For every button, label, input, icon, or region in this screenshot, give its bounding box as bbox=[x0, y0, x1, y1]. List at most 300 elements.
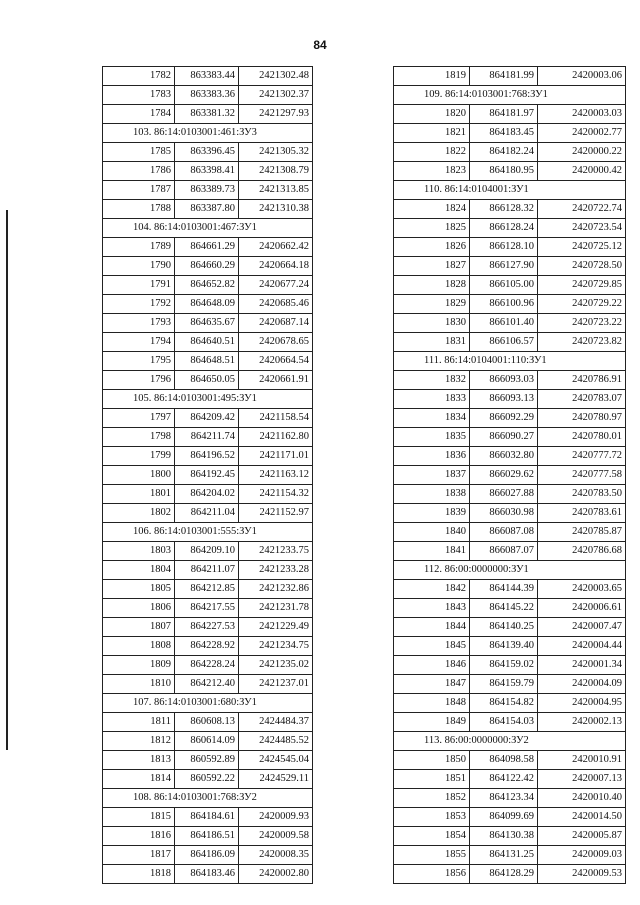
x-coordinate: 864139.40 bbox=[470, 637, 538, 656]
coordinate-row bbox=[103, 637, 313, 656]
x-coordinate: 866093.13 bbox=[470, 390, 538, 409]
point-number: 1844 bbox=[394, 618, 470, 637]
x-coordinate: 864640.51 bbox=[175, 333, 239, 352]
coordinate-row bbox=[394, 789, 626, 808]
y-coordinate: 2420010.40 bbox=[538, 789, 626, 808]
plot-header-row bbox=[103, 694, 313, 713]
point-number: 1838 bbox=[394, 485, 470, 504]
point-number: 1849 bbox=[394, 713, 470, 732]
coordinate-row bbox=[103, 143, 313, 162]
coordinate-row bbox=[394, 675, 626, 694]
point-number: 1809 bbox=[103, 656, 175, 675]
point-number: 1820 bbox=[394, 105, 470, 124]
y-coordinate: 2420661.91 bbox=[239, 371, 313, 390]
y-coordinate: 2421234.75 bbox=[239, 637, 313, 656]
y-coordinate: 2420678.65 bbox=[239, 333, 313, 352]
coordinate-row bbox=[394, 124, 626, 143]
point-number: 1789 bbox=[103, 238, 175, 257]
x-coordinate: 864648.09 bbox=[175, 295, 239, 314]
y-coordinate: 2421235.02 bbox=[239, 656, 313, 675]
plot-cadastral-label: 105. 86:14:0103001:495:ЗУ1 bbox=[103, 390, 313, 409]
x-coordinate: 866029.62 bbox=[470, 466, 538, 485]
plot-header-row bbox=[103, 523, 313, 542]
y-coordinate: 2420783.07 bbox=[538, 390, 626, 409]
coordinate-row bbox=[103, 428, 313, 447]
x-coordinate: 860592.22 bbox=[175, 770, 239, 789]
coordinate-row bbox=[394, 618, 626, 637]
coordinate-row bbox=[103, 105, 313, 124]
coordinate-row bbox=[394, 105, 626, 124]
point-number: 1815 bbox=[103, 808, 175, 827]
point-number: 1855 bbox=[394, 846, 470, 865]
coordinate-row bbox=[103, 656, 313, 675]
x-coordinate: 864099.69 bbox=[470, 808, 538, 827]
point-number: 1795 bbox=[103, 352, 175, 371]
point-number: 1816 bbox=[103, 827, 175, 846]
point-number: 1794 bbox=[103, 333, 175, 352]
x-coordinate: 864123.34 bbox=[470, 789, 538, 808]
point-number: 1787 bbox=[103, 181, 175, 200]
plot-header-row bbox=[394, 352, 626, 371]
y-coordinate: 2421233.28 bbox=[239, 561, 313, 580]
x-coordinate: 864652.82 bbox=[175, 276, 239, 295]
x-coordinate: 866100.96 bbox=[470, 295, 538, 314]
y-coordinate: 2421305.32 bbox=[239, 143, 313, 162]
x-coordinate: 864228.24 bbox=[175, 656, 239, 675]
y-coordinate: 2420004.95 bbox=[538, 694, 626, 713]
plot-header-row bbox=[103, 789, 313, 808]
y-coordinate: 2420729.85 bbox=[538, 276, 626, 295]
x-coordinate: 864181.99 bbox=[470, 67, 538, 86]
coordinate-row bbox=[103, 181, 313, 200]
y-coordinate: 2420014.50 bbox=[538, 808, 626, 827]
coordinates-table-right bbox=[393, 66, 626, 884]
y-coordinate: 2420662.42 bbox=[239, 238, 313, 257]
x-coordinate: 863389.73 bbox=[175, 181, 239, 200]
y-coordinate: 2420723.54 bbox=[538, 219, 626, 238]
point-number: 1811 bbox=[103, 713, 175, 732]
point-number: 1843 bbox=[394, 599, 470, 618]
point-number: 1783 bbox=[103, 86, 175, 105]
y-coordinate: 2421302.48 bbox=[239, 67, 313, 86]
x-coordinate: 864209.10 bbox=[175, 542, 239, 561]
y-coordinate: 2421163.12 bbox=[239, 466, 313, 485]
x-coordinate: 864122.42 bbox=[470, 770, 538, 789]
x-coordinate: 866128.24 bbox=[470, 219, 538, 238]
coordinate-row bbox=[394, 846, 626, 865]
y-coordinate: 2421233.75 bbox=[239, 542, 313, 561]
coordinate-row bbox=[394, 67, 626, 86]
coordinate-row bbox=[394, 162, 626, 181]
y-coordinate: 2420008.35 bbox=[239, 846, 313, 865]
x-coordinate: 866128.32 bbox=[470, 200, 538, 219]
coordinate-row bbox=[103, 333, 313, 352]
coordinate-row bbox=[103, 86, 313, 105]
x-coordinate: 860592.89 bbox=[175, 751, 239, 770]
y-coordinate: 2420002.80 bbox=[239, 865, 313, 884]
coordinate-row bbox=[394, 542, 626, 561]
coordinate-row bbox=[394, 694, 626, 713]
x-coordinate: 866087.07 bbox=[470, 542, 538, 561]
y-coordinate: 2420786.91 bbox=[538, 371, 626, 390]
plot-header-row bbox=[394, 86, 626, 105]
point-number: 1836 bbox=[394, 447, 470, 466]
x-coordinate: 864660.29 bbox=[175, 257, 239, 276]
y-coordinate: 2420786.68 bbox=[538, 542, 626, 561]
plot-cadastral-label: 107. 86:14:0103001:680:ЗУ1 bbox=[103, 694, 313, 713]
coordinate-row bbox=[394, 599, 626, 618]
x-coordinate: 863383.36 bbox=[175, 86, 239, 105]
coordinate-row bbox=[103, 618, 313, 637]
x-coordinate: 866027.88 bbox=[470, 485, 538, 504]
plot-cadastral-label: 112. 86:00:0000000:ЗУ1 bbox=[394, 561, 626, 580]
point-number: 1837 bbox=[394, 466, 470, 485]
coordinate-row bbox=[394, 808, 626, 827]
plot-header-row bbox=[394, 561, 626, 580]
y-coordinate: 2420004.44 bbox=[538, 637, 626, 656]
plot-cadastral-label: 113. 86:00:0000000:ЗУ2 bbox=[394, 732, 626, 751]
coordinate-row bbox=[394, 713, 626, 732]
coordinate-row bbox=[103, 846, 313, 865]
x-coordinate: 864211.04 bbox=[175, 504, 239, 523]
y-coordinate: 2420006.61 bbox=[538, 599, 626, 618]
point-number: 1798 bbox=[103, 428, 175, 447]
point-number: 1805 bbox=[103, 580, 175, 599]
x-coordinate: 864128.29 bbox=[470, 865, 538, 884]
x-coordinate: 866090.27 bbox=[470, 428, 538, 447]
point-number: 1848 bbox=[394, 694, 470, 713]
x-coordinate: 864145.22 bbox=[470, 599, 538, 618]
point-number: 1831 bbox=[394, 333, 470, 352]
point-number: 1830 bbox=[394, 314, 470, 333]
x-coordinate: 863387.80 bbox=[175, 200, 239, 219]
y-coordinate: 2420723.82 bbox=[538, 333, 626, 352]
coordinate-row bbox=[103, 827, 313, 846]
point-number: 1807 bbox=[103, 618, 175, 637]
x-coordinate: 866093.03 bbox=[470, 371, 538, 390]
x-coordinate: 860614.09 bbox=[175, 732, 239, 751]
point-number: 1790 bbox=[103, 257, 175, 276]
x-coordinate: 864211.74 bbox=[175, 428, 239, 447]
y-coordinate: 2421171.01 bbox=[239, 447, 313, 466]
x-coordinate: 866101.40 bbox=[470, 314, 538, 333]
point-number: 1845 bbox=[394, 637, 470, 656]
y-coordinate: 2421162.80 bbox=[239, 428, 313, 447]
y-coordinate: 2420007.47 bbox=[538, 618, 626, 637]
coordinate-row bbox=[394, 200, 626, 219]
y-coordinate: 2421232.86 bbox=[239, 580, 313, 599]
coordinate-row bbox=[394, 827, 626, 846]
y-coordinate: 2421310.38 bbox=[239, 200, 313, 219]
left-table-body bbox=[103, 67, 313, 884]
x-coordinate: 866128.10 bbox=[470, 238, 538, 257]
coordinate-row bbox=[394, 238, 626, 257]
y-coordinate: 2420729.22 bbox=[538, 295, 626, 314]
point-number: 1823 bbox=[394, 162, 470, 181]
plot-cadastral-label: 109. 86:14:0103001:768:ЗУ1 bbox=[394, 86, 626, 105]
y-coordinate: 2420783.61 bbox=[538, 504, 626, 523]
coordinate-row bbox=[103, 561, 313, 580]
point-number: 1824 bbox=[394, 200, 470, 219]
point-number: 1842 bbox=[394, 580, 470, 599]
point-number: 1793 bbox=[103, 314, 175, 333]
x-coordinate: 864192.45 bbox=[175, 466, 239, 485]
y-coordinate: 2420785.87 bbox=[538, 523, 626, 542]
y-coordinate: 2420728.50 bbox=[538, 257, 626, 276]
coordinate-row bbox=[103, 675, 313, 694]
point-number: 1817 bbox=[103, 846, 175, 865]
y-coordinate: 2420005.87 bbox=[538, 827, 626, 846]
coordinate-row bbox=[103, 466, 313, 485]
coordinate-row bbox=[394, 219, 626, 238]
point-number: 1803 bbox=[103, 542, 175, 561]
x-coordinate: 864661.29 bbox=[175, 238, 239, 257]
x-coordinate: 864183.45 bbox=[470, 124, 538, 143]
plot-cadastral-label: 103. 86:14:0103001:461:ЗУ3 bbox=[103, 124, 313, 143]
coordinate-row bbox=[103, 295, 313, 314]
x-coordinate: 864196.52 bbox=[175, 447, 239, 466]
x-coordinate: 864227.53 bbox=[175, 618, 239, 637]
x-coordinate: 864183.46 bbox=[175, 865, 239, 884]
plot-header-row bbox=[103, 390, 313, 409]
y-coordinate: 2420009.93 bbox=[239, 808, 313, 827]
point-number: 1813 bbox=[103, 751, 175, 770]
point-number: 1802 bbox=[103, 504, 175, 523]
y-coordinate: 2420677.24 bbox=[239, 276, 313, 295]
point-number: 1832 bbox=[394, 371, 470, 390]
point-number: 1812 bbox=[103, 732, 175, 751]
point-number: 1821 bbox=[394, 124, 470, 143]
x-coordinate: 866127.90 bbox=[470, 257, 538, 276]
point-number: 1822 bbox=[394, 143, 470, 162]
y-coordinate: 2421154.32 bbox=[239, 485, 313, 504]
coordinate-row bbox=[394, 865, 626, 884]
coordinate-row bbox=[103, 447, 313, 466]
y-coordinate: 2420002.77 bbox=[538, 124, 626, 143]
page-number: 84 bbox=[313, 38, 327, 52]
point-number: 1788 bbox=[103, 200, 175, 219]
point-number: 1829 bbox=[394, 295, 470, 314]
coordinate-row bbox=[103, 599, 313, 618]
y-coordinate: 2420009.58 bbox=[239, 827, 313, 846]
coordinate-row bbox=[394, 409, 626, 428]
x-coordinate: 864212.85 bbox=[175, 580, 239, 599]
y-coordinate: 2420777.72 bbox=[538, 447, 626, 466]
y-coordinate: 2420722.74 bbox=[538, 200, 626, 219]
point-number: 1833 bbox=[394, 390, 470, 409]
coordinate-row bbox=[394, 295, 626, 314]
y-coordinate: 2421152.97 bbox=[239, 504, 313, 523]
y-coordinate: 2420004.09 bbox=[538, 675, 626, 694]
x-coordinate: 864131.25 bbox=[470, 846, 538, 865]
point-number: 1804 bbox=[103, 561, 175, 580]
x-coordinate: 866032.80 bbox=[470, 447, 538, 466]
coordinate-row bbox=[103, 485, 313, 504]
point-number: 1854 bbox=[394, 827, 470, 846]
y-coordinate: 2420007.13 bbox=[538, 770, 626, 789]
x-coordinate: 864159.79 bbox=[470, 675, 538, 694]
y-coordinate: 2420000.42 bbox=[538, 162, 626, 181]
x-coordinate: 864181.97 bbox=[470, 105, 538, 124]
plot-header-row bbox=[103, 219, 313, 238]
y-coordinate: 2420003.06 bbox=[538, 67, 626, 86]
x-coordinate: 864217.55 bbox=[175, 599, 239, 618]
coordinate-row bbox=[103, 162, 313, 181]
x-coordinate: 864650.05 bbox=[175, 371, 239, 390]
coordinate-row bbox=[394, 143, 626, 162]
plot-header-row bbox=[103, 124, 313, 143]
y-coordinate: 2421229.49 bbox=[239, 618, 313, 637]
point-number: 1814 bbox=[103, 770, 175, 789]
x-coordinate: 864186.51 bbox=[175, 827, 239, 846]
x-coordinate: 864212.40 bbox=[175, 675, 239, 694]
x-coordinate: 866087.08 bbox=[470, 523, 538, 542]
coordinate-row bbox=[103, 314, 313, 333]
y-coordinate: 2420687.14 bbox=[239, 314, 313, 333]
y-coordinate: 2420664.18 bbox=[239, 257, 313, 276]
coordinate-row bbox=[103, 238, 313, 257]
point-number: 1852 bbox=[394, 789, 470, 808]
x-coordinate: 863381.32 bbox=[175, 105, 239, 124]
x-coordinate: 864130.38 bbox=[470, 827, 538, 846]
x-coordinate: 864204.02 bbox=[175, 485, 239, 504]
coordinate-row bbox=[103, 751, 313, 770]
coordinate-row bbox=[394, 637, 626, 656]
y-coordinate: 2421308.79 bbox=[239, 162, 313, 181]
point-number: 1835 bbox=[394, 428, 470, 447]
x-coordinate: 864140.25 bbox=[470, 618, 538, 637]
coordinate-row bbox=[394, 276, 626, 295]
x-coordinate: 864144.39 bbox=[470, 580, 538, 599]
point-number: 1818 bbox=[103, 865, 175, 884]
y-coordinate: 2420009.53 bbox=[538, 865, 626, 884]
y-coordinate: 2421158.54 bbox=[239, 409, 313, 428]
point-number: 1785 bbox=[103, 143, 175, 162]
point-number: 1819 bbox=[394, 67, 470, 86]
coordinate-row bbox=[103, 276, 313, 295]
coordinate-row bbox=[103, 770, 313, 789]
y-coordinate: 2420002.13 bbox=[538, 713, 626, 732]
x-coordinate: 864159.02 bbox=[470, 656, 538, 675]
coordinate-row bbox=[103, 200, 313, 219]
point-number: 1796 bbox=[103, 371, 175, 390]
y-coordinate: 2420010.91 bbox=[538, 751, 626, 770]
y-coordinate: 2421313.85 bbox=[239, 181, 313, 200]
y-coordinate: 2424529.11 bbox=[239, 770, 313, 789]
point-number: 1799 bbox=[103, 447, 175, 466]
coordinate-row bbox=[103, 713, 313, 732]
x-coordinate: 864211.07 bbox=[175, 561, 239, 580]
plot-cadastral-label: 106. 86:14:0103001:555:ЗУ1 bbox=[103, 523, 313, 542]
x-coordinate: 864154.03 bbox=[470, 713, 538, 732]
y-coordinate: 2420685.46 bbox=[239, 295, 313, 314]
coordinate-row bbox=[103, 542, 313, 561]
point-number: 1851 bbox=[394, 770, 470, 789]
coordinate-row bbox=[394, 656, 626, 675]
coordinate-row bbox=[394, 751, 626, 770]
y-coordinate: 2424484.37 bbox=[239, 713, 313, 732]
y-coordinate: 2420780.01 bbox=[538, 428, 626, 447]
point-number: 1850 bbox=[394, 751, 470, 770]
coordinate-row bbox=[394, 371, 626, 390]
point-number: 1856 bbox=[394, 865, 470, 884]
coordinate-row bbox=[103, 732, 313, 751]
point-number: 1847 bbox=[394, 675, 470, 694]
x-coordinate: 864184.61 bbox=[175, 808, 239, 827]
x-coordinate: 864182.24 bbox=[470, 143, 538, 162]
point-number: 1800 bbox=[103, 466, 175, 485]
y-coordinate: 2420000.22 bbox=[538, 143, 626, 162]
x-coordinate: 866092.29 bbox=[470, 409, 538, 428]
coordinate-row bbox=[103, 504, 313, 523]
point-number: 1792 bbox=[103, 295, 175, 314]
y-coordinate: 2424545.04 bbox=[239, 751, 313, 770]
coordinate-row bbox=[394, 390, 626, 409]
point-number: 1828 bbox=[394, 276, 470, 295]
plot-cadastral-label: 111. 86:14:0104001:110:ЗУ1 bbox=[394, 352, 626, 371]
coordinate-row bbox=[394, 523, 626, 542]
point-number: 1806 bbox=[103, 599, 175, 618]
coordinate-row bbox=[103, 808, 313, 827]
x-coordinate: 864098.58 bbox=[470, 751, 538, 770]
y-coordinate: 2421231.78 bbox=[239, 599, 313, 618]
x-coordinate: 864180.95 bbox=[470, 162, 538, 181]
point-number: 1834 bbox=[394, 409, 470, 428]
coordinate-row bbox=[394, 447, 626, 466]
y-coordinate: 2421302.37 bbox=[239, 86, 313, 105]
point-number: 1846 bbox=[394, 656, 470, 675]
coordinates-table-left bbox=[102, 66, 313, 884]
plot-header-row bbox=[394, 732, 626, 751]
y-coordinate: 2420725.12 bbox=[538, 238, 626, 257]
coordinate-row bbox=[394, 257, 626, 276]
point-number: 1827 bbox=[394, 257, 470, 276]
point-number: 1808 bbox=[103, 637, 175, 656]
plot-header-row bbox=[394, 181, 626, 200]
y-coordinate: 2420003.03 bbox=[538, 105, 626, 124]
point-number: 1786 bbox=[103, 162, 175, 181]
y-coordinate: 2420001.34 bbox=[538, 656, 626, 675]
coordinate-row bbox=[103, 409, 313, 428]
coordinate-row bbox=[103, 865, 313, 884]
x-coordinate: 866106.57 bbox=[470, 333, 538, 352]
coordinate-row bbox=[103, 257, 313, 276]
point-number: 1797 bbox=[103, 409, 175, 428]
coordinate-row bbox=[103, 67, 313, 86]
coordinate-row bbox=[103, 371, 313, 390]
point-number: 1840 bbox=[394, 523, 470, 542]
y-coordinate: 2421297.93 bbox=[239, 105, 313, 124]
point-number: 1825 bbox=[394, 219, 470, 238]
x-coordinate: 863396.45 bbox=[175, 143, 239, 162]
x-coordinate: 864154.82 bbox=[470, 694, 538, 713]
point-number: 1784 bbox=[103, 105, 175, 124]
coordinate-row bbox=[103, 352, 313, 371]
y-coordinate: 2420780.97 bbox=[538, 409, 626, 428]
y-coordinate: 2421237.01 bbox=[239, 675, 313, 694]
x-coordinate: 866105.00 bbox=[470, 276, 538, 295]
point-number: 1853 bbox=[394, 808, 470, 827]
plot-cadastral-label: 104. 86:14:0103001:467:ЗУ1 bbox=[103, 219, 313, 238]
point-number: 1791 bbox=[103, 276, 175, 295]
point-number: 1826 bbox=[394, 238, 470, 257]
x-coordinate: 863398.41 bbox=[175, 162, 239, 181]
x-coordinate: 864635.67 bbox=[175, 314, 239, 333]
right-table-body bbox=[394, 67, 626, 884]
coordinate-row bbox=[394, 770, 626, 789]
point-number: 1810 bbox=[103, 675, 175, 694]
x-coordinate: 863383.44 bbox=[175, 67, 239, 86]
